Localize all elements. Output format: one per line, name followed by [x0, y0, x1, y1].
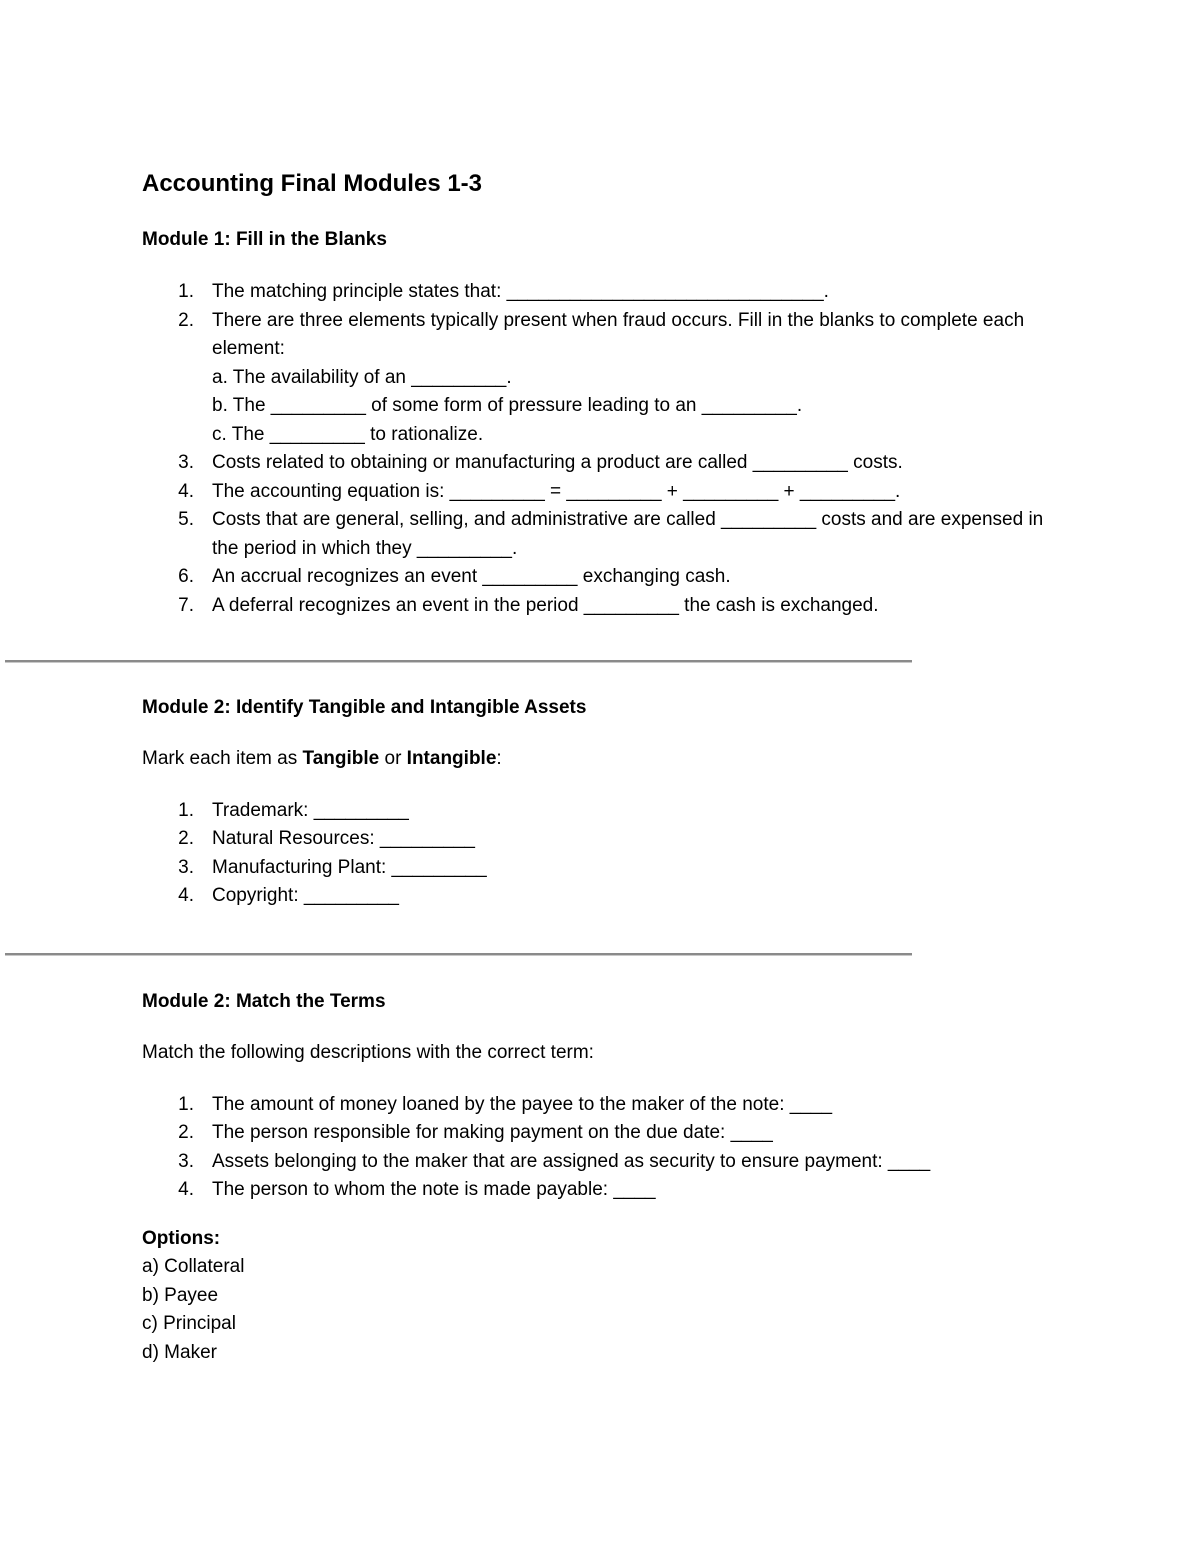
document-title: Accounting Final Modules 1-3: [142, 170, 483, 197]
module2b-instruction: Match the following descriptions with the correct term:: [142, 1042, 594, 1063]
section-divider: [5, 660, 912, 663]
list-item: 4. The person to whom the note is made payable: ____: [178, 1179, 656, 1200]
list-item: 1. Trademark: _________: [178, 799, 409, 821]
list-item: 3. Costs related to obtaining or manufacturing a product are called _________ costs.: [178, 452, 903, 473]
option-item: c) Principal: [142, 1313, 236, 1334]
list-item: 2. The person responsible for making payment on the due date: ____: [178, 1122, 773, 1143]
option-item: a) Collateral: [142, 1256, 245, 1277]
list-item: 4. The accounting equation is: _________ = _________ + _________ + _________.: [178, 480, 901, 502]
list-item: 1. The amount of money loaned by the payee to the maker of the note: ____: [178, 1093, 833, 1115]
list-item: 7. A deferral recognizes an event in the period _________ the cash is exchanged.: [178, 594, 879, 616]
module2a-question-list: [142, 797, 1058, 911]
list-item: 1. The matching principle states that: ______________________________.: [178, 281, 829, 302]
list-item: 4. Copyright: _________: [178, 885, 399, 906]
list-item: 2. There are three elements typically present when fraud occurs. Fill in the blanks to complete each element: a. The availability of an _________. b. The _________ of some form of pressure leading to an _________. c. The _________ to rationalize.: [142, 307, 1058, 450]
sub-item: a. The availability of an _________.: [212, 366, 512, 388]
list-item: 6. An accrual recognizes an event _________ exchanging cash.: [178, 566, 731, 587]
document-page: [142, 168, 1058, 620]
option-item: b) Payee: [142, 1284, 219, 1306]
module2a-heading: Module 2: Identify Tangible and Intangible Assets: [142, 697, 587, 718]
options-block: [142, 1225, 1058, 1368]
list-item: 2. Natural Resources: _________: [178, 828, 476, 849]
module1-question-list: [142, 278, 1058, 620]
module2b-section: [142, 989, 1058, 1367]
module2b-heading: Module 2: Match the Terms: [142, 991, 386, 1012]
module2b-question-list: [142, 1091, 1058, 1205]
sub-item: b. The _________ of some form of pressure leading to an _________.: [212, 395, 803, 416]
list-item: 5. Costs that are general, selling, and administrative are called _________ costs and are expensed in the period in which they _________.: [178, 509, 1044, 559]
sub-item: c. The _________ to rationalize.: [212, 423, 484, 445]
options-label: Options:: [142, 1227, 221, 1249]
module1-heading: Module 1: Fill in the Blanks: [142, 229, 387, 250]
list-item: 3. Manufacturing Plant: _________: [178, 856, 487, 878]
section-divider: [5, 953, 912, 956]
module2a-instruction: Mark each item as Tangible or Intangible:: [142, 748, 502, 769]
option-item: d) Maker: [142, 1341, 217, 1363]
module2a-section: [142, 695, 1058, 911]
list-item: 3. Assets belonging to the maker that are assigned as security to ensure payment: ____: [178, 1150, 931, 1172]
